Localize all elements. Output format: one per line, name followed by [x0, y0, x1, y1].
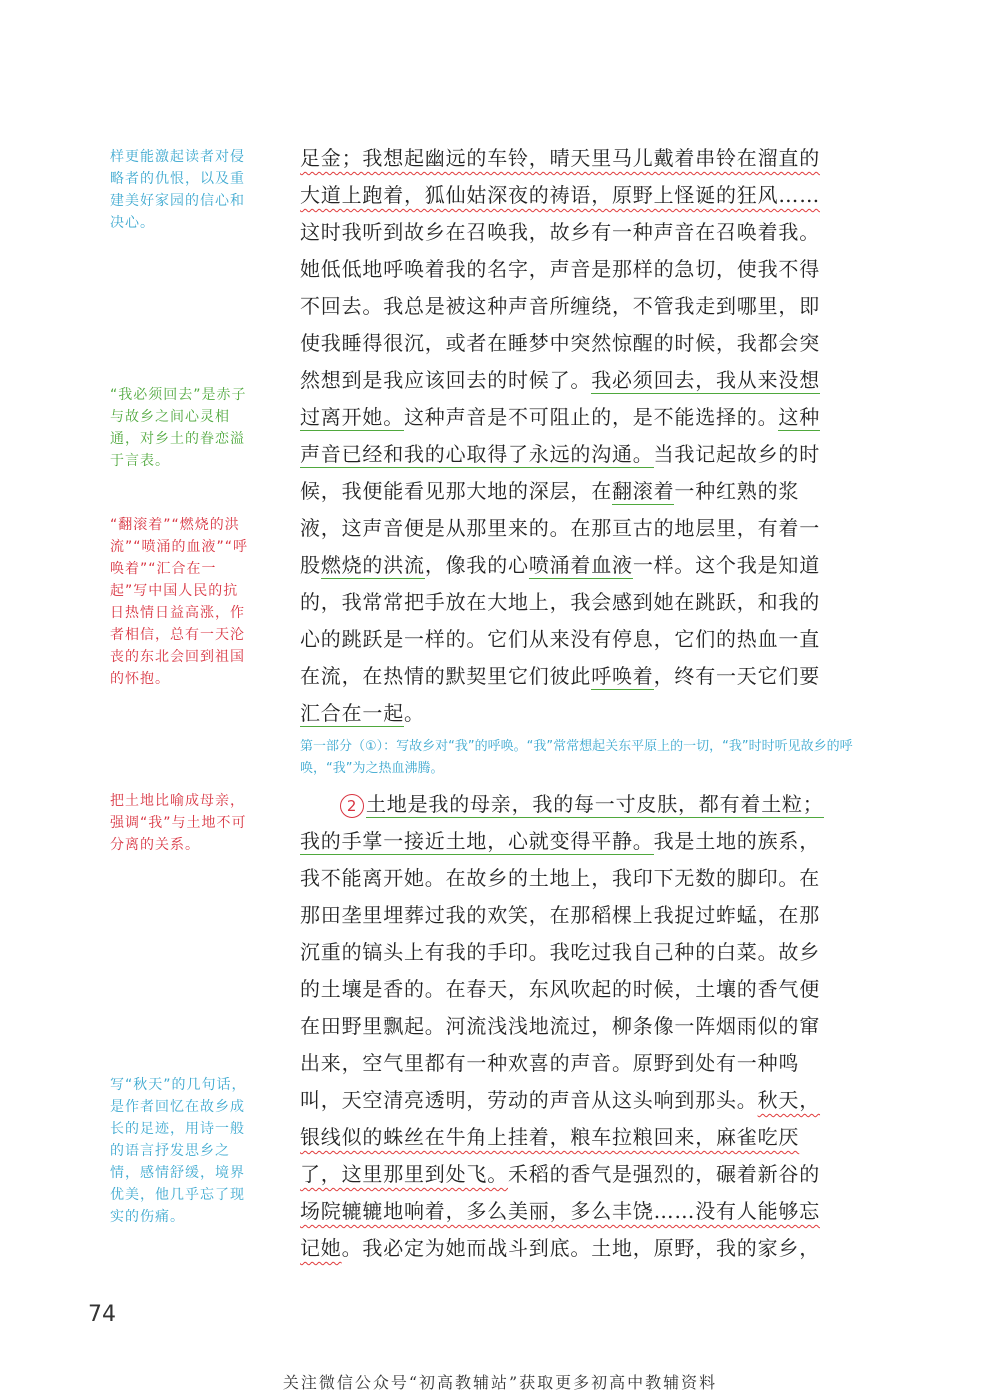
margin-note-3: “翻滚着”“燃烧的洪流”“喷涌的血液”“呼唤着”“汇合在一起”写中国人民的抗日热情日益高涨，作者相信，总有一天沦丧的东北会回到祖国的怀抱。: [110, 517, 249, 687]
text-line: 在流，在热情的默契里它们彼此呼唤着，终有一天它们要: [300, 664, 821, 688]
paragraph-number: 2: [340, 794, 364, 818]
text-line: 大道上跑着，狐仙姑深夜的祷语，原野上怪诞的狂风……: [300, 183, 820, 207]
text-line: 叫，天空清亮透明，劳动的声音从这头响到那头。秋天，: [300, 1088, 821, 1112]
margin-note-1: 样更能激起读者对侵略者的仇恨，以及重建美好家园的信心和决心。: [110, 149, 245, 231]
text-line: 不回去。我总是被这种声音所缠绕，不管我走到哪里，即: [300, 294, 820, 318]
footer-watermark: 关注微信公众号“初高教辅站”获取更多初高中教辅资料: [282, 1373, 718, 1392]
margin-note-5: 写“秋天”的几句话，是作者回忆在故乡成长的足迹，用诗一般的语言抒发思乡之情，感情舒缓，境界优美，他几乎忘了现实的伤痛。: [110, 1077, 247, 1225]
text-line: 沉重的镐头上有我的手印。我吃过我自己种的白菜。故乡: [300, 940, 820, 964]
text-line: 候，我便能看见那大地的深层，在翻滚着一种红熟的浆: [300, 479, 800, 503]
text-line: 记她。我必定为她而战斗到底。土地，原野，我的家乡，: [300, 1236, 821, 1260]
text-line: 声音已经和我的心取得了永远的沟通。当我记起故乡的时: [300, 442, 821, 466]
text-line: 场院辘辘地响着，多么美丽，多么丰饶……没有人能够忘: [300, 1199, 820, 1223]
text-line: 那田垄里埋葬过我的欢笑，在那稻棵上我捉过蚱蜢，在那: [300, 903, 820, 927]
text-line: 银线似的蛛丝在牛角上挂着，粮车拉粮回来，麻雀吃厌: [300, 1125, 800, 1149]
text-line: 在田野里飘起。河流浅浅地流过，柳条像一阵烟雨似的窜: [300, 1014, 820, 1038]
text-line: 使我睡得很沉，或者在睡梦中突然惊醒的时候，我都会突: [300, 331, 820, 355]
text-line: 了，这里那里到处飞。禾稻的香气是强烈的，碾着新谷的: [300, 1162, 820, 1186]
text-line: 股燃烧的洪流，像我的心喷涌着血液一样。这个我是知道: [300, 553, 821, 577]
text-line: 我不能离开她。在故乡的土地上，我印下无数的脚印。在: [300, 866, 820, 890]
text-line: 这时我听到故乡在召唤我，故乡有一种声音在召唤着我。: [300, 220, 820, 244]
page-number: 74: [88, 1302, 116, 1327]
text-line: 的土壤是香的。在春天，东风吹起的时候，土壤的香气便: [300, 977, 820, 1001]
text-line: 汇合在一起。: [300, 701, 425, 725]
text-line: 的，我常常把手放在大地上，我会感到她在跳跃，和我的: [300, 590, 820, 614]
text-line: 液，这声音便是从那里来的。在那亘古的地层里，有着一: [300, 516, 820, 540]
text-line: 2 土地是我的母亲，我的每一寸皮肤，都有着土粒；: [340, 786, 865, 823]
text-line: 心的跳跃是一样的。它们从来没有停息，它们的热血一直: [300, 627, 820, 651]
text-line: 足金；我想起幽远的车铃，晴天里马儿戴着串铃在溜直的: [300, 146, 820, 170]
margin-note-4: 把土地比喻成母亲，强调“我”与土地不可分离的关系。: [110, 793, 247, 853]
text-line: 过离开她。这种声音是不可阻止的，是不能选择的。这种: [300, 405, 821, 429]
margin-note-2: “我必须回去”是赤子与故乡之间心灵相通，对乡土的眷恋溢于言表。: [110, 387, 247, 469]
text-line: 她低低地呼唤着我的名字，声音是那样的急切，使我不得: [300, 257, 820, 281]
section-summary: 第一部分（①）：写故乡对“我”的呼唤。“我”常常想起关东平原上的一切，“我”时时听见故乡的呼唤，“我”为之热血沸腾。: [300, 739, 853, 776]
text-line: 我的手掌一接近土地，心就变得平静。我是土地的族系，: [300, 829, 821, 853]
text-line: 然想到是我应该回去的时候了。我必须回去，我从来没想: [300, 368, 821, 392]
text-line: 出来，空气里都有一种欢喜的声音。原野到处有一种鸣: [300, 1051, 800, 1075]
